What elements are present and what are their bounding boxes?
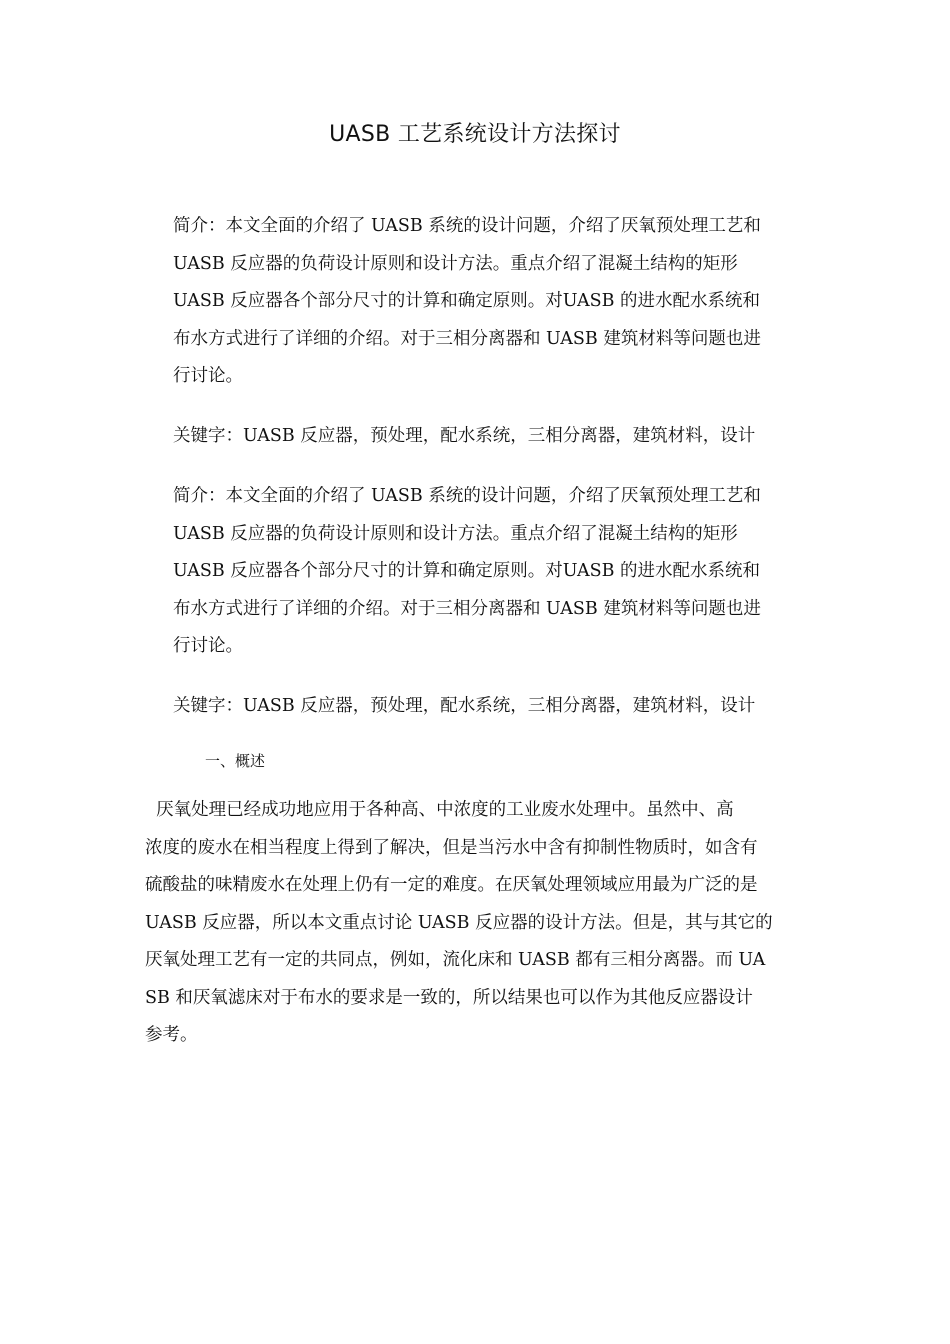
abstract-paragraph [173, 208, 813, 396]
abstract-line: 布水方式进行了详细的介绍。对于三相分离器和 UASB 建筑材料等问题也进 [173, 328, 761, 349]
abstract-line: 行讨论。 [173, 636, 243, 656]
body-line: 浓度的废水在相当程度上得到了解决，但是当污水中含有抑制性物质时，如含有 [145, 837, 758, 858]
document-title: UASB 工艺系统设计方法探讨 [329, 122, 621, 147]
body-line: 厌氧处理工艺有一定的共同点，例如，流化床和 UASB 都有三相分离器。而 UA [145, 950, 766, 970]
body-line: 厌氧处理已经成功地应用于各种高、中浓度的工业废水处理中。虽然中、高 [145, 800, 734, 820]
body-line: UASB 反应器，所以本文重点讨论 UASB 反应器的设计方法。但是，其与其它的 [145, 912, 773, 933]
keywords-text: 关键字：UASB 反应器，预处理，配水系统，三相分离器，建筑材料，设计 [173, 426, 756, 446]
abstract-line: UASB 反应器的负荷设计原则和设计方法。重点介绍了混凝土结构的矩形 [173, 253, 738, 274]
keywords-text: 关键字：UASB 反应器，预处理，配水系统，三相分离器，建筑材料，设计 [173, 696, 756, 716]
abstract-line: UASB 反应器各个部分尺寸的计算和确定原则。对UASB 的进水配水系统和 [173, 291, 761, 311]
abstract-line: 布水方式进行了详细的介绍。对于三相分离器和 UASB 建筑材料等问题也进 [173, 598, 761, 619]
keywords-line-repeat [173, 688, 813, 726]
abstract-paragraph-repeat [173, 478, 813, 666]
body-line: 硫酸盐的味精废水在处理上仍有一定的难度。在厌氧处理领域应用最为广泛的是 [145, 875, 758, 895]
abstract-line: UASB 反应器的负荷设计原则和设计方法。重点介绍了混凝土结构的矩形 [173, 523, 738, 544]
body-line: 参考。 [145, 1025, 198, 1045]
body-line: SB 和厌氧滤床对于布水的要求是一致的，所以结果也可以作为其他反应器设计 [145, 987, 753, 1008]
abstract-line: 简介：本文全面的介绍了 UASB 系统的设计问题，介绍了厌氧预处理工艺和 [173, 486, 761, 506]
abstract-line: UASB 反应器各个部分尺寸的计算和确定原则。对UASB 的进水配水系统和 [173, 561, 761, 581]
abstract-line: 简介：本文全面的介绍了 UASB 系统的设计问题，介绍了厌氧预处理工艺和 [173, 216, 761, 236]
section-body-paragraph [145, 792, 815, 1055]
keywords-line [173, 418, 813, 456]
section-heading: 一、概述 [205, 752, 266, 770]
abstract-line: 行讨论。 [173, 366, 243, 386]
